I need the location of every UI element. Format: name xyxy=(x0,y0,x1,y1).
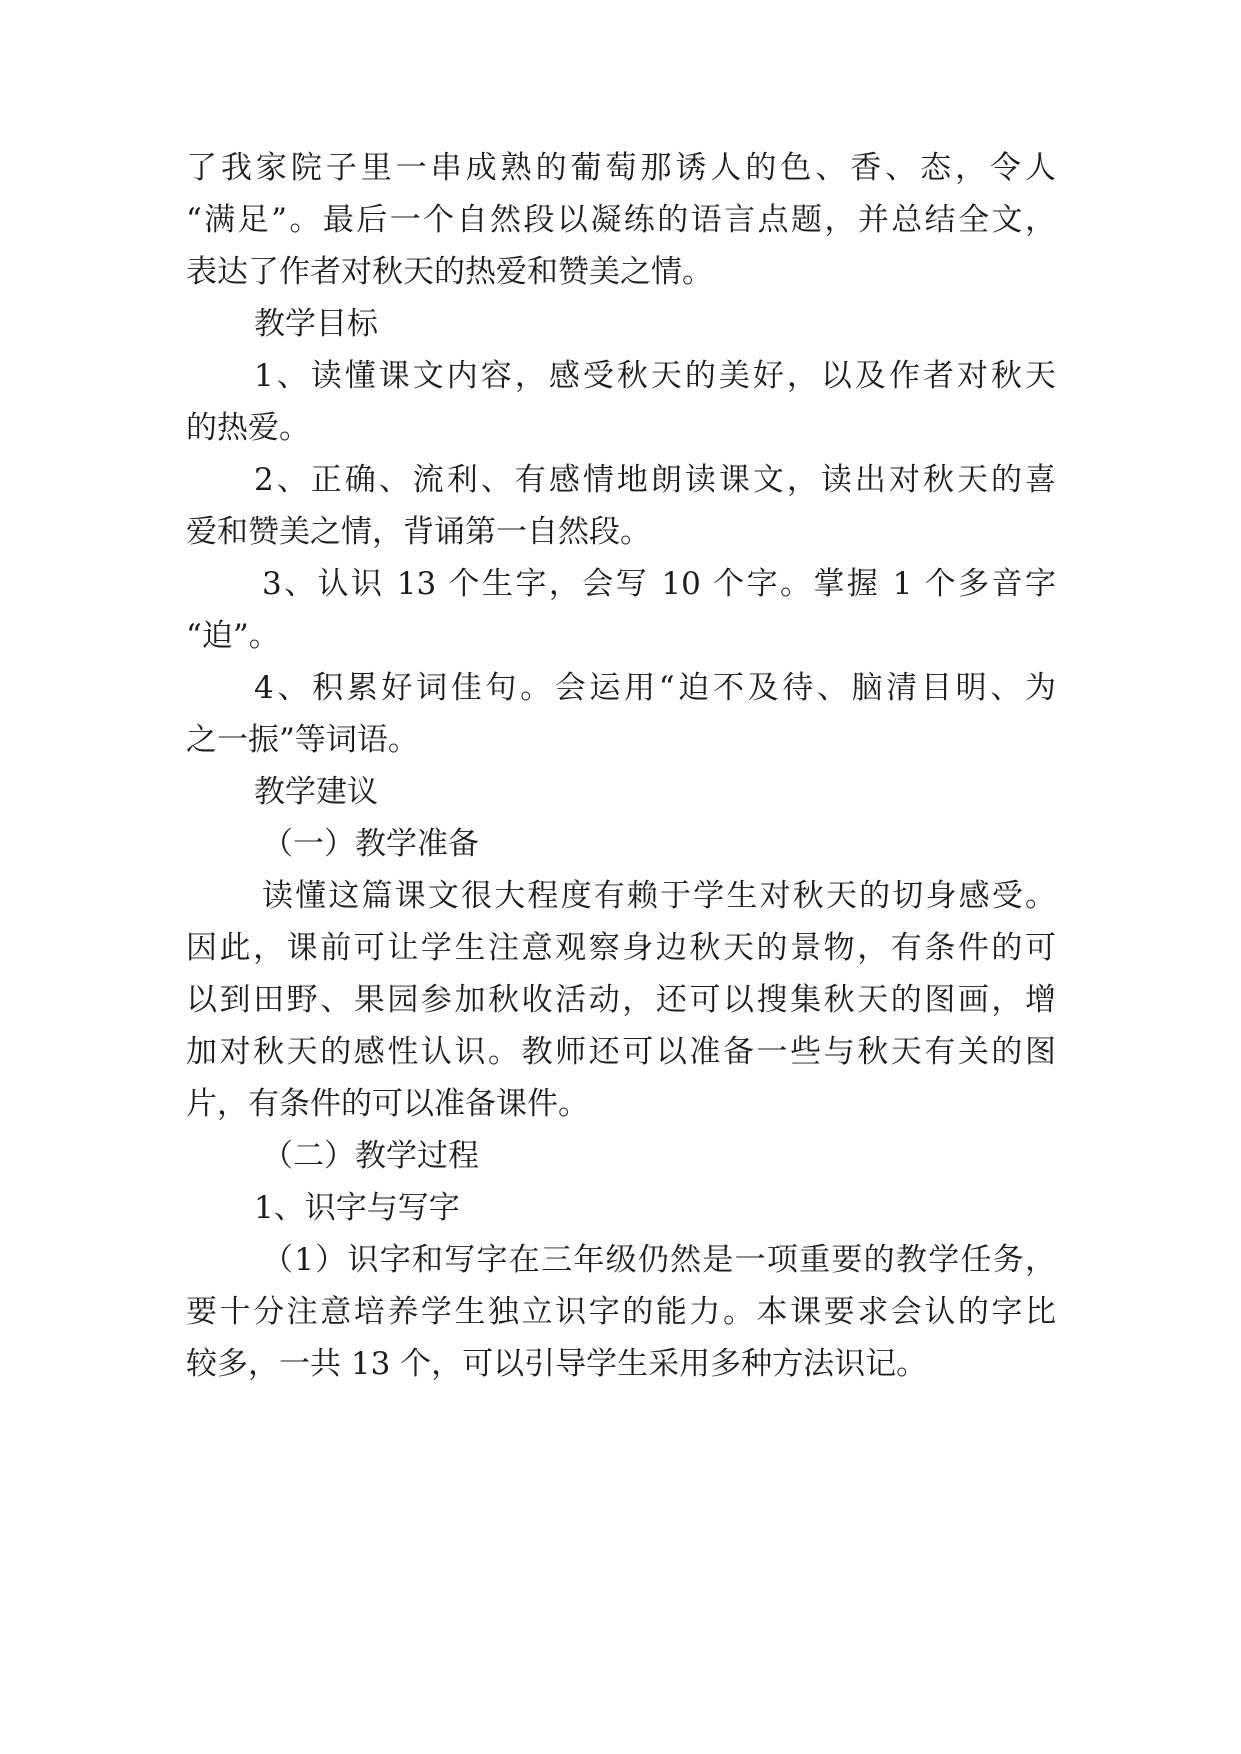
text-line: 读懂这篇课文很大程度有赖于学生对秋天的切身感受。 xyxy=(262,878,1056,914)
text-line: 较多，一共 13 个，可以引导学生采用多种方法识记。 xyxy=(186,1346,928,1382)
subsection-heading: （一）教学准备 xyxy=(262,826,479,862)
text-line: 片，有条件的可以准备课件。 xyxy=(186,1086,589,1122)
text-line: 爱和赞美之情，背诵第一自然段。 xyxy=(186,514,651,550)
text-line: “满足”。最后一个自然段以凝练的语言点题，并总结全文， xyxy=(186,202,1056,238)
text-line: 1、读懂课文内容，感受秋天的美好，以及作者对秋天 xyxy=(254,358,1056,394)
text-line: 2、正确、流利、有感情地朗读课文，读出对秋天的喜 xyxy=(254,462,1056,498)
text-line: 表达了作者对秋天的热爱和赞美之情。 xyxy=(186,254,713,290)
text-line: 以到田野、果园参加秋收活动，还可以搜集秋天的图画，增 xyxy=(186,982,1056,1018)
text-line: 因此，课前可让学生注意观察身边秋天的景物，有条件的可 xyxy=(186,930,1056,966)
text-line: “迫”。 xyxy=(186,618,280,654)
text-line: 了我家院子里一串成熟的葡萄那诱人的色、香、态，令人 xyxy=(186,150,1056,186)
text-line: （1）识字和写字在三年级仍然是一项重要的教学任务， xyxy=(262,1242,1056,1278)
text-line: 加对秋天的感性认识。教师还可以准备一些与秋天有关的图 xyxy=(186,1034,1056,1070)
section-heading: 教学建议 xyxy=(254,774,378,810)
text-line: 的热爱。 xyxy=(186,410,310,446)
text-line: 之一振”等词语。 xyxy=(186,722,419,758)
text-line: 4、积累好词佳句。会运用“迫不及待、脑清目明、为 xyxy=(254,670,1056,706)
section-heading: 教学目标 xyxy=(254,306,378,342)
text-line: 3、认识 13 个生字，会写 10 个字。掌握 1 个多音字 xyxy=(262,566,1056,602)
text-line: 要十分注意培养学生独立识字的能力。本课要求会认的字比 xyxy=(186,1294,1056,1330)
subsection-heading: （二）教学过程 xyxy=(262,1138,479,1174)
text-line: 1、识字与写字 xyxy=(254,1190,460,1226)
